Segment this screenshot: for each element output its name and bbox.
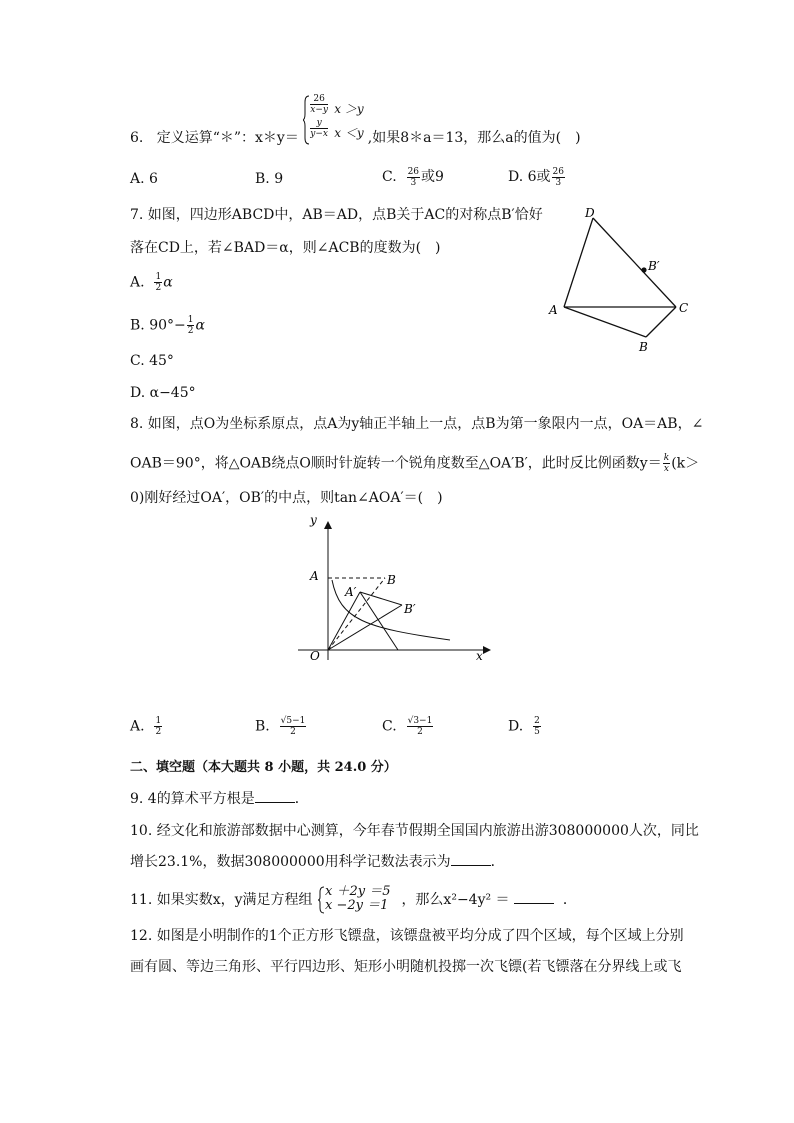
q7-label-d: D	[585, 206, 595, 220]
q9-answer-blank[interactable]	[255, 802, 295, 803]
q7-edge-dc	[593, 218, 676, 307]
q10-end: ．	[490, 854, 505, 870]
q7-option-d: D. α−45°	[130, 385, 196, 401]
q10-line1: 10. 经文化和旅游部数据中心测算，今年春节假期全国国内旅游出游308000000人次，同比	[130, 823, 699, 839]
q7-edge-bc	[646, 307, 676, 337]
q6-option-c-frac	[407, 167, 420, 188]
q8-label-x: x	[476, 649, 483, 663]
q6-case1-num: 26	[310, 94, 328, 105]
q8-option-b	[255, 716, 307, 737]
q7-label-a: A	[549, 303, 558, 317]
q8-line2	[130, 453, 699, 474]
q8-option-b-frac	[280, 716, 307, 737]
q6-case2-cond: x ＜y	[334, 126, 364, 140]
q8-label-a-prime: A′	[345, 585, 357, 599]
q7-label-b-prime: B′	[648, 259, 660, 273]
q6-case2-num: y	[310, 118, 328, 129]
q8-figure	[290, 510, 510, 680]
q8-line2-num: k	[663, 453, 670, 463]
q12-line2: 画有圆、等边三角形、平行四边形、矩形小明随机投掷一次飞镖(若飞镖落在分界线上或飞	[130, 959, 682, 975]
q8-option-b-label: B.	[255, 718, 270, 735]
q8-line1: 8. 如图，点O为坐标系原点，点A为y轴正半轴上一点，点B为第一象限内一点，OA＝AB，∠	[130, 416, 704, 432]
q7-option-b-label: B. 90°−	[130, 317, 186, 334]
q7-label-b: B	[639, 340, 648, 354]
q8-label-b: B	[387, 573, 396, 587]
q6-suffix: ,如果8＊a＝13，那么a的值为( )	[367, 130, 581, 146]
q8-option-b-den: 2	[290, 727, 296, 737]
q11-mid: ，那么x²−4y² ＝	[401, 892, 510, 908]
q8-option-a	[130, 716, 163, 737]
q7-label-c: C	[679, 301, 689, 315]
q8-label-y: y	[310, 513, 317, 527]
q6-option-c-den: 3	[410, 177, 417, 188]
q6-option-d-den: 3	[555, 177, 562, 188]
q6-prefix: 定义运算“＊”：x＊y＝	[156, 130, 299, 146]
q8-label-a: A	[310, 569, 319, 583]
q8-option-c	[382, 716, 434, 737]
q8-option-a-den: 2	[155, 727, 162, 737]
q7-edge-da	[564, 218, 593, 307]
q8-option-c-num: √3−1	[407, 716, 433, 726]
q6-option-d-num: 26	[552, 166, 564, 177]
q8-option-d-label: D.	[508, 718, 524, 735]
q8-option-b-num: √5−1	[280, 716, 306, 726]
q7-option-a-frac	[154, 272, 162, 293]
q9-end: ．	[294, 791, 309, 807]
q8-segment-extra	[360, 592, 398, 650]
q6-line	[130, 94, 581, 164]
q7-option-a	[130, 272, 173, 293]
q8-line2-frac	[663, 453, 670, 474]
q7-figure	[540, 200, 700, 360]
q8-segment-ob	[328, 578, 385, 650]
q6-option-d-label: D. 6或	[508, 169, 551, 185]
q8-segment-a-prime-b-prime	[360, 592, 402, 605]
q11-system	[317, 884, 397, 913]
section2-title: 二、填空题（本大题共 8 小题，共 24.0 分）	[130, 760, 397, 775]
q8-option-c-frac	[407, 716, 434, 737]
q10-line2	[130, 853, 505, 871]
q8-option-d-frac	[533, 716, 541, 737]
q7-point-b-prime	[641, 267, 646, 272]
q8-option-c-den: 2	[417, 727, 423, 737]
q7-option-c: C. 45°	[130, 353, 174, 369]
q9-text: 9. 4的算术平方根是	[130, 791, 255, 807]
q8-line2-pre: OAB＝90°，将△OAB绕点O顺时针旋转一个锐角度数至△OA′B′，此时反比例函数y＝	[130, 455, 662, 472]
q6-option-c-rest: 或9	[421, 169, 444, 185]
q11-eq2: x −2y ＝1	[324, 898, 389, 913]
q8-option-d-num: 2	[534, 716, 540, 726]
q7-option-b-den: 2	[187, 326, 194, 336]
q7-option-b	[130, 315, 205, 336]
q8-option-d-den: 5	[534, 727, 540, 737]
q7-line1: 7. 如图，四边形ABCD中，AB＝AD，点B关于AC的对称点B′恰好	[130, 207, 543, 223]
q6-option-c	[382, 166, 444, 188]
q11-brace-icon	[317, 886, 325, 914]
q6-case2	[310, 118, 328, 139]
q10-answer-blank[interactable]	[451, 865, 491, 866]
q7-option-a-var: α	[163, 274, 173, 291]
q11-eq1: x ＋2y ＝5	[324, 884, 391, 899]
q8-label-b-prime: B′	[404, 602, 416, 616]
q6-option-c-label: C.	[382, 169, 397, 185]
q7-edge-ab	[564, 307, 646, 337]
q11-end: ．	[562, 892, 577, 908]
q8-line2-den: x	[663, 464, 669, 474]
q8-option-d	[508, 716, 542, 737]
q11-pre: 11. 如果实数x，y满足方程组	[130, 892, 313, 908]
q11-line	[130, 884, 577, 913]
q8-segment-oa-prime	[328, 592, 360, 650]
q12-line1: 12. 如图是小明制作的1个正方形飞镖盘，该镖盘被平均分成了四个区域，每个区域上分别	[130, 928, 684, 944]
q8-option-a-label: A.	[130, 718, 145, 735]
q6-option-a: A. 6	[130, 171, 158, 187]
q6-piecewise	[303, 94, 364, 164]
q7-option-b-var: α	[195, 317, 205, 334]
q8-option-c-label: C.	[382, 718, 397, 735]
q8-segment-ob-prime	[328, 605, 402, 650]
q7-line2: 落在CD上，若∠BAD＝α，则∠ACB的度数为( )	[130, 240, 441, 256]
q8-line3: 0)刚好经过OA′，OB′的中点，则tan∠AOA′＝( )	[130, 490, 443, 506]
q6-option-b: B. 9	[255, 171, 284, 187]
q6-case1-cond: x ＞y	[334, 102, 364, 116]
q11-answer-blank[interactable]	[514, 903, 554, 904]
q6-case1-den: x−y	[310, 105, 328, 115]
q9-line	[130, 790, 309, 808]
q7-option-a-num: 1	[155, 272, 162, 282]
q8-line2-post: (k＞	[671, 455, 700, 472]
q7-option-a-label: A.	[130, 274, 145, 291]
q6-option-d	[508, 166, 566, 188]
q7-option-b-num: 1	[187, 315, 194, 325]
q7-option-a-den: 2	[155, 283, 162, 293]
q8-option-a-num: 1	[155, 716, 162, 726]
q6-option-c-num: 26	[407, 166, 420, 177]
q6-option-d-frac	[552, 167, 565, 188]
q6-case1	[310, 94, 328, 115]
q7-option-b-frac	[187, 315, 195, 336]
q6-number: 6.	[130, 130, 144, 146]
q10-line2-text: 增长23.1%，数据308000000用科学记数法表示为	[130, 854, 451, 870]
q6-case2-den: y−x	[310, 129, 328, 139]
q8-option-a-frac	[154, 716, 162, 737]
q8-label-o: O	[310, 649, 320, 663]
